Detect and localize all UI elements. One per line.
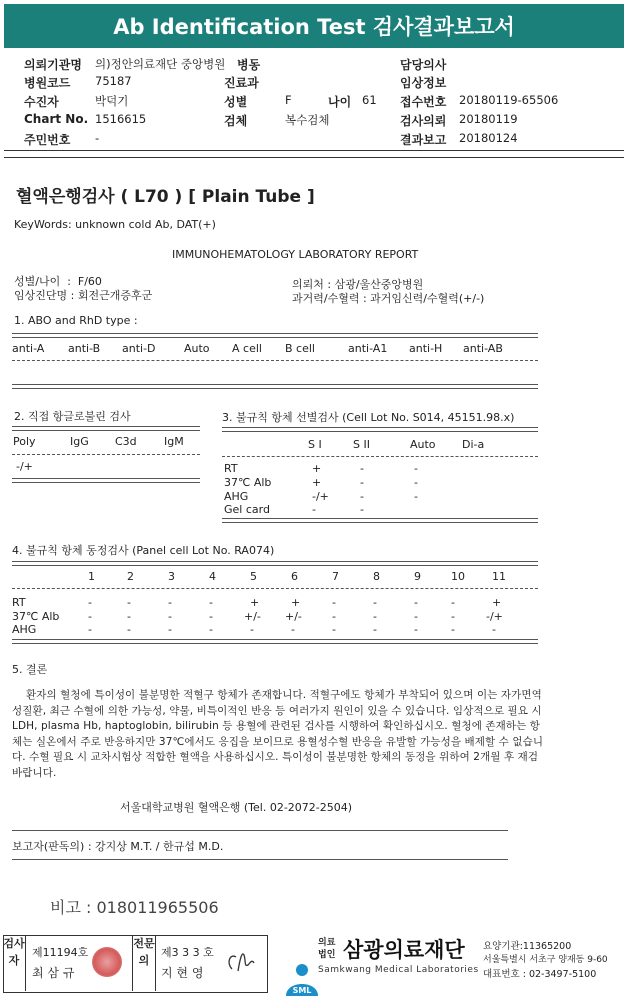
abo-header-cell: anti-H: [409, 342, 443, 355]
conclusion-text: 환자의 혈청에 특이성이 불분명한 적혈구 항체가 존재합니다. 적혈구에도 항체가 부착되어 있으며 이는 자가면역성질환, 최근 수혈에 의한 가능성, 약물, 비특이적인 반응 등 여러가지 원인이 있을 수 있습니다. 임상적으로 필요 시 LDH, plasma Hb, haptoglobin, bilirubin 등 용혈에 관련된 검사를 시행하여 확인하십시오. 혈청에 존재하는 항체는 실온에서 주로 반응하지만 37℃에서도 응집을 보이므로 용혈성수혈 반응을 유발할 가능성을 배제할 수 없습니다. 수혈 필요 시 교차시험상 적합한 혈액을 사용하십시오. 특이성이 불분명한 항체의 동정을 위하여 2개월 후 재검 바랍니다.: [12, 689, 544, 779]
abo-header-cell: anti-AB: [463, 342, 503, 355]
panel-row-label: RT: [12, 596, 26, 609]
screen-header-cell: S II: [353, 438, 370, 451]
panel-cell: -: [373, 596, 377, 609]
panel-cell: -: [492, 623, 496, 636]
lab-report-title: IMMUNOHEMATOLOGY LABORATORY REPORT: [172, 248, 419, 261]
org-name: 삼광의료재단: [343, 938, 465, 962]
panel-col-header: 11: [492, 570, 506, 583]
panel-cell: -: [332, 610, 336, 623]
dat-header-cell: IgM: [164, 435, 184, 448]
dat-dashed-rule: [12, 454, 200, 455]
header-value: 의)정안의료재단 중앙병원: [95, 57, 226, 71]
panel-col-header: 3: [168, 570, 175, 583]
panel-cell: -: [414, 623, 418, 636]
panel-cell: -: [373, 623, 377, 636]
panel-cell: -: [414, 596, 418, 609]
org-english-name: Samkwang Medical Laboratories: [318, 965, 479, 975]
inspector-license: 제11194호: [32, 946, 89, 959]
abo-header-cell: anti-D: [122, 342, 156, 355]
header-value: 75187: [95, 74, 132, 88]
panel-cell: +/-: [244, 610, 261, 623]
screen-cell: +: [312, 476, 322, 489]
screen-row-label: 37℃ Alb: [224, 476, 272, 489]
test-title: 혈액은행검사 ( L70 ) [ Plain Tube ]: [16, 187, 315, 207]
abo-header-cell: anti-A1: [348, 342, 388, 355]
screen-header-cell: Di-a: [462, 438, 485, 451]
panel-col-header: 2: [127, 570, 134, 583]
section-screen-title: 3. 불규칙 항체 선별검사 (Cell Lot No. S014, 45151.98.x): [222, 411, 515, 424]
panel-cell: -: [88, 623, 92, 636]
panel-cell: -: [332, 596, 336, 609]
header-divider: [4, 150, 624, 151]
abo-header-cell: Auto: [184, 342, 210, 355]
panel-cell: -: [209, 610, 213, 623]
screen-cell: -: [414, 490, 418, 503]
panel-cell: -: [209, 596, 213, 609]
panel-cell: -: [168, 623, 172, 636]
screen-cell: -: [360, 503, 364, 516]
dat-bottom-rule: [12, 478, 200, 483]
header-label: 수진자: [24, 95, 59, 109]
clinical-diagnosis: 임상진단명 : 회전근개증후군: [14, 289, 153, 302]
org-prefix-top: 의료: [318, 938, 336, 948]
inspector-seal: [92, 947, 122, 977]
lab-hospital: 서울대학교병원 혈액은행 (Tel. 02-2072-2504): [120, 801, 353, 814]
panel-cell: -: [250, 623, 254, 636]
org-code: 요양기관:11365200: [483, 941, 572, 952]
panel-col-header: 6: [291, 570, 298, 583]
header-value: -: [95, 131, 100, 145]
screen-cell: -: [312, 503, 316, 516]
org-phone: 대표번호 : 02-3497-5100: [483, 969, 597, 980]
panel-bottom-rule: [12, 639, 538, 644]
dat-header-cell: IgG: [70, 435, 89, 448]
header-value: 1516615: [95, 112, 147, 126]
screen-header-cell: S I: [308, 438, 322, 451]
section-abo-title: 1. ABO and RhD type :: [14, 314, 138, 327]
panel-cell: +: [250, 596, 260, 609]
panel-row-label: 37℃ Alb: [12, 610, 60, 623]
header-value: 박덕기: [95, 94, 129, 108]
panel-cell: -: [88, 596, 92, 609]
header-value: 복수검체: [285, 113, 330, 127]
inspector-name: 최 삼 규: [32, 966, 75, 980]
panel-col-header: 10: [451, 570, 465, 583]
screen-cell: -: [414, 476, 418, 489]
sml-logo-icon: [272, 937, 312, 995]
svg-text:SML: SML: [292, 986, 312, 995]
panel-cell: -: [414, 610, 418, 623]
org-prefix-bottom: 법인: [318, 950, 336, 960]
doctor-label: 전문의: [132, 935, 156, 991]
screen-cell: -: [360, 462, 364, 475]
header-label: 결과보고: [400, 133, 447, 147]
screen-row-label: RT: [224, 462, 238, 475]
header-label: 접수번호: [400, 95, 447, 109]
doctor-signature: [222, 945, 262, 979]
panel-row-label: AHG: [12, 623, 37, 636]
remark: 비고 : 018011965506: [50, 898, 219, 917]
reporter-rule-top: [12, 830, 508, 831]
panel-cell: -: [88, 610, 92, 623]
panel-cell: -: [127, 623, 131, 636]
panel-cell: +: [291, 596, 301, 609]
section-panel-title: 4. 불규칙 항체 동정검사 (Panel cell Lot No. RA074): [12, 544, 275, 557]
panel-col-header: 4: [209, 570, 216, 583]
header-value: 20180119-65506: [459, 93, 559, 107]
header-label: 병동: [237, 58, 261, 72]
panel-cell: +: [492, 596, 502, 609]
panel-cell: -: [451, 596, 455, 609]
report-title: Ab Identification Test 검사결과보고서: [4, 4, 624, 48]
section-conclusion-title: 5. 결론: [12, 663, 48, 676]
dat-header-cell: Poly: [13, 435, 36, 448]
screen-rule: [222, 427, 538, 432]
panel-cell: -: [451, 610, 455, 623]
header-label: 담당의사: [400, 58, 447, 72]
header-value: 61: [362, 93, 377, 107]
panel-col-header: 7: [332, 570, 339, 583]
screen-bottom-rule: [222, 518, 538, 523]
screen-row-label: Gel card: [224, 503, 270, 516]
dat-result: -/+: [16, 460, 33, 473]
panel-dashed-rule: [12, 588, 538, 589]
dat-header-cell: C3d: [115, 435, 137, 448]
screen-dashed-rule: [222, 456, 538, 457]
reporter-rule-bottom: [12, 859, 508, 860]
header-label: 검체: [224, 114, 248, 128]
panel-cell: +/-: [285, 610, 302, 623]
header-label: 병원코드: [24, 76, 71, 90]
org-address: 서울특별시 서초구 양재동 9-60: [483, 955, 608, 965]
screen-cell: -/+: [312, 490, 329, 503]
panel-cell: -: [332, 623, 336, 636]
screen-header-cell: Auto: [410, 438, 436, 451]
panel-rule: [12, 561, 538, 566]
header-label: 의뢰기관명: [24, 58, 82, 72]
abo-header-cell: anti-A: [12, 342, 45, 355]
reporter: 보고자(판독의) : 강지상 M.T. / 한규섭 M.D.: [12, 840, 224, 853]
abo-bottom-rule: [12, 384, 538, 389]
transfusion-history: 과거력/수혈력 : 과거임신력/수혈력(+/-): [292, 292, 485, 305]
header-label: 진료과: [224, 76, 259, 90]
inspector-label: 검사자: [3, 935, 26, 991]
abo-header-cell: B cell: [285, 342, 315, 355]
abo-header-cell: A cell: [232, 342, 262, 355]
panel-cell: -/+: [486, 610, 503, 623]
keywords: KeyWords: unknown cold Ab, DAT(+): [14, 218, 216, 231]
header-label: 나이: [328, 95, 352, 109]
header-value: F: [285, 93, 292, 107]
panel-cell: -: [373, 610, 377, 623]
header-label: 성별: [224, 95, 248, 109]
dat-rule: [12, 426, 200, 431]
screen-cell: +: [312, 462, 322, 475]
sex-age: 성별/나이 : F/60: [14, 275, 102, 288]
section-dat-title: 2. 직접 항글로불린 검사: [14, 410, 131, 423]
header-label: 임상정보: [400, 76, 447, 90]
panel-cell: -: [209, 623, 213, 636]
header-label: Chart No.: [24, 112, 89, 126]
screen-cell: -: [360, 490, 364, 503]
panel-cell: -: [451, 623, 455, 636]
panel-cell: -: [127, 596, 131, 609]
abo-dashed-rule: [12, 360, 538, 361]
section-abo-rule: [12, 333, 538, 338]
screen-row-label: AHG: [224, 490, 249, 503]
doctor-license: 제3 3 3 호: [161, 946, 214, 959]
panel-cell: -: [168, 596, 172, 609]
header-divider-2: [4, 157, 624, 158]
panel-cell: -: [168, 610, 172, 623]
abo-header-cell: anti-B: [68, 342, 101, 355]
header-label: 주민번호: [24, 133, 71, 147]
panel-col-header: 9: [414, 570, 421, 583]
header-value: 20180119: [459, 112, 518, 126]
header-label: 검사의뢰: [400, 114, 447, 128]
panel-col-header: 1: [88, 570, 95, 583]
screen-cell: -: [414, 462, 418, 475]
doctor-name: 지 현 영: [161, 966, 204, 980]
panel-cell: -: [291, 623, 295, 636]
panel-col-header: 5: [250, 570, 257, 583]
header-value: 20180124: [459, 131, 518, 145]
panel-cell: -: [127, 610, 131, 623]
referrer: 의뢰처 : 삼광/울산중앙병원: [292, 278, 424, 291]
panel-col-header: 8: [373, 570, 380, 583]
screen-cell: -: [360, 476, 364, 489]
